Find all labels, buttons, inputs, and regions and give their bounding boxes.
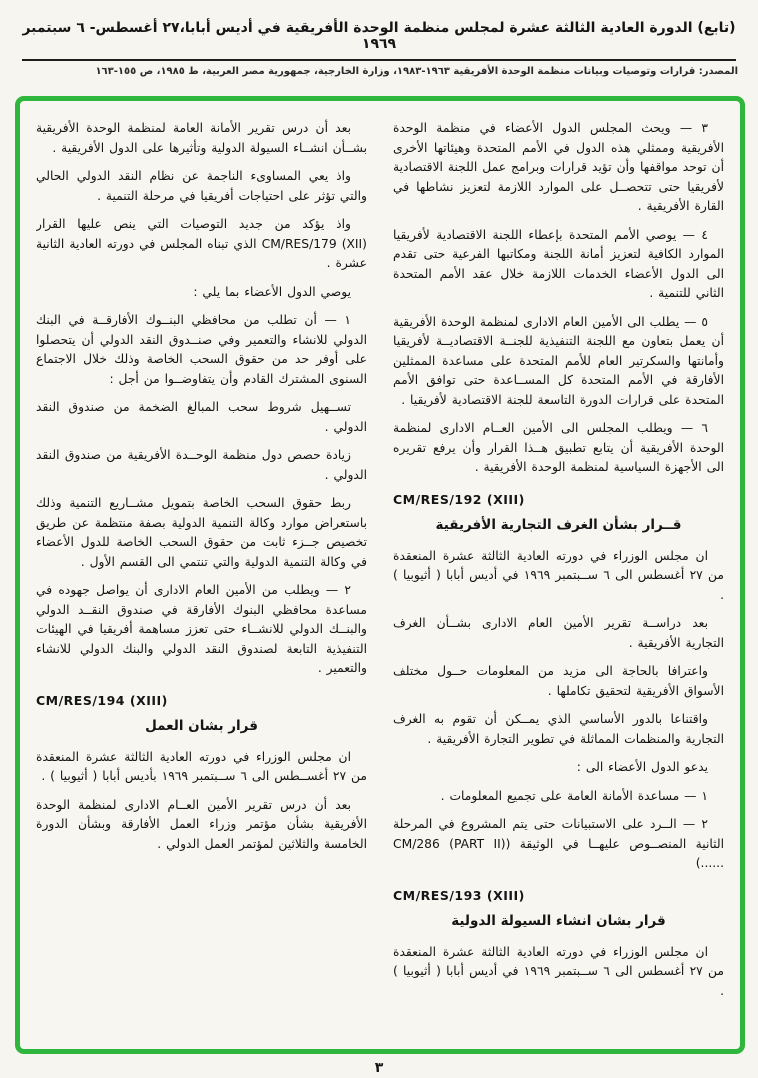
resolution-paragraph: ان مجلس الوزراء في دورته العادية الثالثة عشرة المنعقدة من ٢٧ أغسطس الى ٦ ســبتمبر ١٩٦٩ في أديس أبابا ( أثيوبيا ) . — [393, 548, 724, 602]
source-citation: المصدر: قرارات وتوصيات وبيانات منظمة الوحدة الأفريقية ١٩٦٣-١٩٨٣، وزارة الخارجية، جمهورية مصر العربية، ط ١٩٨٥، ص ١٥٥-١٦٣ — [95, 66, 738, 77]
resolution-paragraph: ربط حقوق السحب الخاصة بتمويل مشــاريع التنمية وذلك باستعراض موارد وكالة التنمية الدولية بصفة منتظمة عن طريق تخصيص جــزء ثابت من حقوق السحب الخاصة للدول الأعضاء في وكالة التنمية الدولية والتي تنتمي الى القسم الأول . — [36, 496, 367, 569]
resolution-paragraph: ان مجلس الوزراء في دورته العادية الثالثة عشرة المنعقدة من ٢٧ أغســطس الى ٦ ســبتمبر ١٩٦٩ بأديس أبابا ( أثيوبيا ) . — [36, 749, 367, 783]
resolution-paragraph: ١ — مساعدة الأمانة العامة على تجميع المعلومات . — [440, 788, 708, 803]
resolution-paragraph: بعد دراســة تقرير الأمين العام الادارى بشــأن الغرف التجارية الأفريقية . — [393, 616, 724, 650]
resolution-paragraph: ٢ — ويطلب من الأمين العام الادارى أن يواصل جهوده في مساعدة محافظي البنوك الأفارقة في صندوق النقــد الدولي والبنــك الدولي للانشــاء حتى تعزز مساهمة أفريقيا في الهيئات التنفيذية التابعة لصندوق النقد الدولي والبنك الدولي للانشاء والتعمير . — [36, 583, 367, 675]
resolution-paragraph: ٥ — يطلب الى الأمين العام الادارى لمنظمة الوحدة الأفريقية أن يعمل بتعاون مع اللجنة التنفيذية للجنــة الاقتصاديــة لأفريقيا وأمانتها والسكرتير العام للأمم المتحدة على مساعدة الممثلين الأفارقة في الأمم المتحدة كل المســاعدة حتى توافق الأمم المتحدة على قرارات الدورة التاسعة للجنة الاقتصادية لأفريقيا . — [393, 314, 724, 407]
resolution-paragraph: ١ — أن تطلب من محافظي البنــوك الأفارقــة في البنك الدولي للانشاء والتعمير وفي صنــدوق النقد الدولي أن يتحصلوا على أوفر حد من حقوق السحب الخاصة وذلك خلال الاجتماع السنوى المشترك القادم وأن يتفاوضــوا من أجل : — [36, 313, 367, 386]
resolution-paragraph: واعترافا بالحاجة الى مزيد من المعلومات حــول مختلف الأسواق الأفريقية لتحقيق تكاملها . — [393, 664, 724, 698]
resolution-paragraph: يدعو الدول الأعضاء الى : — [576, 760, 708, 774]
resolution-code: CM/RES/193 (XIII) — [393, 887, 525, 903]
right-column — [393, 119, 724, 1039]
resolution-paragraph: واذ يؤكد من جديد التوصيات التي ينص عليها القرار CM/RES/179 (XII) الذي تبناه المجلس في دورته العادية الثانية عشرة . — [36, 217, 367, 270]
session-title: (تابع) الدورة العادية الثالثة عشرة لمجلس منظمة الوحدة الأفريقية في أديس أبابا،٢٧ أغسطس- ٦ سبتمبر ١٩٦٩ — [22, 20, 736, 52]
resolution-paragraph: بعد أن درس تقرير الأمانة العامة لمنظمة الوحدة الأفريقية بشــأن انشــاء السيولة الدولية وتأثيرها على الدول الأفريقية . — [36, 121, 367, 155]
two-column-layout — [36, 119, 724, 1039]
resolution-paragraph: ٤ — يوصي الأمم المتحدة بإعطاء اللجنة الاقتصادية لأفريقيا الموارد الكافية لتعزيز أمانة اللجنة ومكاتبها الفرعية حتى تقدم الى الدول الأعضاء الخدمات اللازمة خلال عقد الأمم المتحدة الثاني للتنمية . — [393, 227, 724, 300]
resolution-paragraph: زيادة حصص دول منظمة الوحــدة الأفريقية من صندوق النقد الدولي . — [36, 448, 367, 482]
content-frame — [15, 96, 745, 1054]
resolution-title: قرار بشان انشاء السيولة الدولية — [451, 912, 666, 929]
page-number: ٣ — [374, 1060, 384, 1076]
resolution-paragraph: ان مجلس الوزراء في دورته العادية الثالثة عشرة المنعقدة من ٢٧ أغسطس الى ٦ ســبتمبر ١٩٦٩ في أديس أبابا ( أثيوبيا ) . — [393, 944, 724, 998]
resolution-paragraph: واقتناعا بالدور الأساسي الذي يمــكن أن تقوم به الغرف التجارية والمنظمات المماثلة في تطوير التجارة الأفريقية . — [393, 712, 724, 746]
resolution-code: CM/RES/194 (XIII) — [36, 692, 168, 708]
resolution-paragraph: ٢ — الــرد على الاستبيانات حتى يتم المشروع في المرحلة الثانية المنصــوص عليهــا في الوثيقة (CM/286 (PART II) ......) — [393, 817, 724, 870]
left-column — [36, 119, 367, 1039]
resolution-code: CM/RES/192 (XIII) — [393, 491, 525, 507]
resolution-title: قرار بشان العمل — [145, 717, 258, 734]
resolution-paragraph: تســهيل شروط سحب المبالغ الضخمة من صندوق النقد الدولي . — [36, 400, 367, 434]
resolution-paragraph: واذ يعي المساوىء الناجمة عن نظام النقد الدولي الحالي والتي تؤثر على احتياجات أفريقيا في مرحلة التنمية . — [36, 169, 367, 203]
resolution-title: قــرار بشأن الغرف التجارية الأفريقية — [435, 516, 682, 533]
page-header — [0, 0, 758, 77]
resolution-paragraph: يوصي الدول الأعضاء بما يلي : — [193, 284, 351, 299]
header-divider — [22, 59, 736, 61]
resolution-paragraph: بعد أن درس تقرير الأمين العــام الادارى لمنظمة الوحدة الأفريقية بشأن مؤتمر وزراء العمل الأفارقة وبشأن الدورة الخامسة والثلاثين لمؤتمر العمل الدولي . — [36, 797, 367, 851]
resolution-paragraph: ٦ — ويطلب المجلس الى الأمين العــام الادارى لمنظمة الوحدة الأفريقية أن يتابع تطبيق هــذا القرار وأن يرفع تقريره الى الأجهزة السياسية لمنظمة الوحدة الأفريقية . — [393, 421, 724, 474]
resolution-paragraph: ٣ — ويحث المجلس الدول الأعضاء في منظمة الوحدة الأفريقية وممثلي هذه الدول في الأمم المتحدة وهيئاتها الأخرى أن توحد مواقفها وأن تؤيد قرارات وبرامج عمل اللجنة الاقتصادية لأفريقيا حتى تتحصــل على الموارد اللازمة لتعزيز نشاطها في القارة الأفريقية . — [393, 121, 724, 213]
